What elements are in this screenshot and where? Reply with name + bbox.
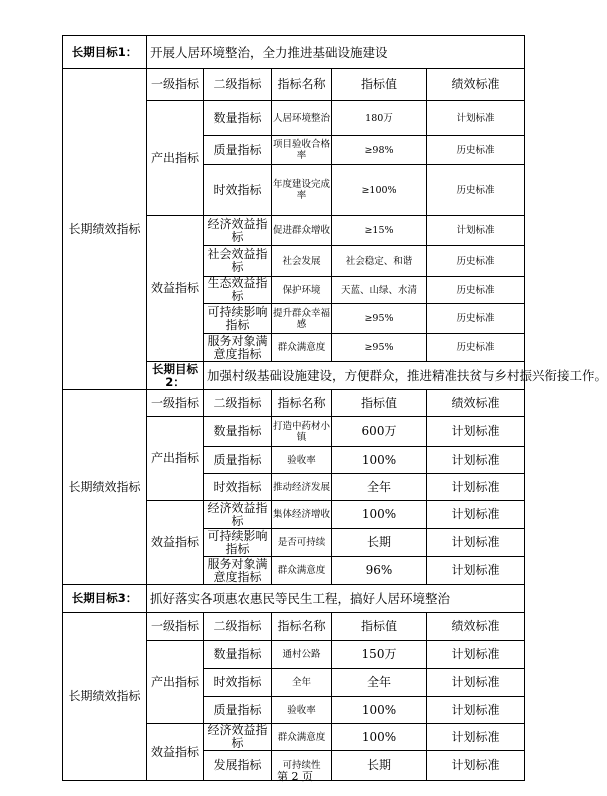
name-cell: 社会发展 — [272, 246, 332, 277]
goal-text: 加强村级基础设施建设，方便群众，推进精准扶贫与乡村振兴衔接工作。 — [204, 362, 525, 390]
name-cell: 集体经济增收 — [272, 501, 332, 529]
level2-cell: 可持续影响指标 — [204, 304, 272, 334]
standard-cell: 计划标准 — [427, 641, 525, 669]
level2-cell: 时效指标 — [204, 669, 272, 697]
name-cell: 年度建设完成率 — [272, 165, 332, 216]
name-cell: 群众满意度 — [272, 557, 332, 585]
group-label: 长期绩效指标 — [63, 390, 147, 585]
level1-cell: 产出指标 — [147, 417, 204, 501]
value-cell: ≥95% — [332, 334, 427, 362]
value-cell: 社会稳定、和谐 — [332, 246, 427, 277]
name-cell: 验收率 — [272, 697, 332, 724]
value-cell: 长期 — [332, 529, 427, 557]
standard-cell: 计划标准 — [427, 751, 525, 781]
name-cell: 保护环境 — [272, 277, 332, 304]
level1-cell: 效益指标 — [147, 724, 204, 781]
value-cell: 600万 — [332, 417, 427, 447]
name-cell: 项目验收合格率 — [272, 136, 332, 165]
value-cell: 全年 — [332, 474, 427, 501]
value-cell: ≥100% — [332, 165, 427, 216]
standard-cell: 历史标准 — [427, 334, 525, 362]
goal-label: 长期目标3： — [63, 585, 147, 613]
header-row — [63, 69, 525, 101]
header-value: 指标值 — [332, 613, 427, 641]
header-value: 指标值 — [332, 390, 427, 417]
name-cell: 推动经济发展 — [272, 474, 332, 501]
standard-cell: 历史标准 — [427, 304, 525, 334]
level2-cell: 质量指标 — [204, 447, 272, 474]
goal-text: 抓好落实各项惠农惠民等民生工程，搞好人居环境整治 — [147, 585, 525, 613]
name-cell: 人居环境整治 — [272, 101, 332, 136]
value-cell: 100% — [332, 697, 427, 724]
level2-cell: 生态效益指标 — [204, 277, 272, 304]
value-cell: 180万 — [332, 101, 427, 136]
level2-cell: 经济效益指标 — [204, 501, 272, 529]
header-level2: 二级指标 — [204, 69, 272, 101]
value-cell: 150万 — [332, 641, 427, 669]
level2-cell: 社会效益指标 — [204, 246, 272, 277]
name-cell: 可持续性 — [272, 751, 332, 781]
standard-cell: 历史标准 — [427, 165, 525, 216]
name-cell: 群众满意度 — [272, 724, 332, 751]
level1-cell: 效益指标 — [147, 216, 204, 362]
value-cell: 长期 — [332, 751, 427, 781]
header-name: 指标名称 — [272, 613, 332, 641]
standard-cell: 历史标准 — [427, 277, 525, 304]
goal-row — [63, 585, 525, 613]
goal-label: 长期目标2： — [147, 362, 204, 390]
value-cell: ≥98% — [332, 136, 427, 165]
level2-cell: 质量指标 — [204, 136, 272, 165]
level2-cell: 发展指标 — [204, 751, 272, 781]
value-cell: 96% — [332, 557, 427, 585]
standard-cell: 计划标准 — [427, 447, 525, 474]
level1-cell: 效益指标 — [147, 501, 204, 585]
name-cell: 验收率 — [272, 447, 332, 474]
level1-cell: 产出指标 — [147, 101, 204, 216]
value-cell: ≥15% — [332, 216, 427, 246]
level2-cell: 数量指标 — [204, 101, 272, 136]
level2-cell: 可持续影响指标 — [204, 529, 272, 557]
name-cell: 促进群众增收 — [272, 216, 332, 246]
header-level1: 一级指标 — [147, 613, 204, 641]
standard-cell: 历史标准 — [427, 136, 525, 165]
standard-cell: 计划标准 — [427, 216, 525, 246]
header-standard: 绩效标准 — [427, 69, 525, 101]
name-cell: 提升群众幸福感 — [272, 304, 332, 334]
standard-cell: 计划标准 — [427, 724, 525, 751]
goal-label: 长期目标1： — [63, 36, 147, 69]
name-cell: 是否可持续 — [272, 529, 332, 557]
level2-cell: 数量指标 — [204, 641, 272, 669]
standard-cell: 计划标准 — [427, 557, 525, 585]
header-standard: 绩效标准 — [427, 613, 525, 641]
goal-text: 开展人居环境整治，全力推进基础设施建设 — [147, 36, 525, 69]
value-cell: 全年 — [332, 669, 427, 697]
level2-cell: 数量指标 — [204, 417, 272, 447]
standard-cell: 计划标准 — [427, 697, 525, 724]
standard-cell: 计划标准 — [427, 101, 525, 136]
standard-cell: 计划标准 — [427, 501, 525, 529]
level1-cell: 产出指标 — [147, 641, 204, 724]
level2-cell: 时效指标 — [204, 165, 272, 216]
header-row — [63, 613, 525, 641]
level2-cell: 服务对象满意度指标 — [204, 557, 272, 585]
standard-cell: 计划标准 — [427, 669, 525, 697]
level2-cell: 时效指标 — [204, 474, 272, 501]
header-name: 指标名称 — [272, 390, 332, 417]
value-cell: 100% — [332, 724, 427, 751]
name-cell: 群众满意度 — [272, 334, 332, 362]
header-value: 指标值 — [332, 69, 427, 101]
performance-indicator-table — [62, 35, 607, 781]
header-row — [63, 390, 525, 417]
value-cell: 100% — [332, 501, 427, 529]
header-level2: 二级指标 — [204, 613, 272, 641]
level2-cell: 经济效益指标 — [204, 724, 272, 751]
goal-row — [63, 36, 525, 69]
header-name: 指标名称 — [272, 69, 332, 101]
group-label: 长期绩效指标 — [63, 613, 147, 781]
group-label: 长期绩效指标 — [63, 69, 147, 390]
page-number: 第 2 页 — [277, 770, 313, 783]
name-cell: 打造中药材小镇 — [272, 417, 332, 447]
name-cell: 通村公路 — [272, 641, 332, 669]
level2-cell: 质量指标 — [204, 697, 272, 724]
standard-cell: 计划标准 — [427, 529, 525, 557]
standard-cell: 计划标准 — [427, 417, 525, 447]
name-cell: 全年 — [272, 669, 332, 697]
level2-cell: 经济效益指标 — [204, 216, 272, 246]
standard-cell: 计划标准 — [427, 474, 525, 501]
value-cell: 天蓝、山绿、水清 — [332, 277, 427, 304]
header-level2: 二级指标 — [204, 390, 272, 417]
header-level1: 一级指标 — [147, 69, 204, 101]
value-cell: 100% — [332, 447, 427, 474]
standard-cell: 历史标准 — [427, 246, 525, 277]
level2-cell: 服务对象满意度指标 — [204, 334, 272, 362]
performance-table-sheet — [62, 35, 607, 777]
value-cell: ≥95% — [332, 304, 427, 334]
header-level1: 一级指标 — [147, 390, 204, 417]
header-standard: 绩效标准 — [427, 390, 525, 417]
